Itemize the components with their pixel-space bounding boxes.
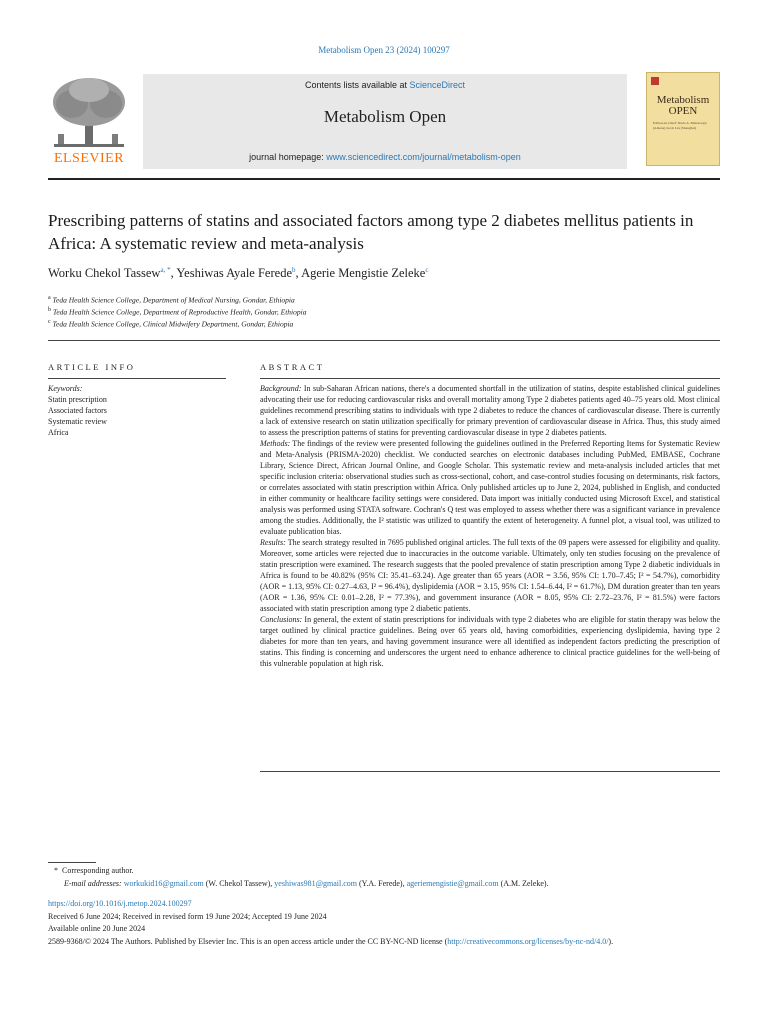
- affil-mark: a: [48, 295, 51, 301]
- background-label: Background:: [260, 384, 302, 393]
- email-addresses: [64, 879, 714, 888]
- results-text: The search strategy resulted in 7695 published original articles. The full texts of the 09 papers were assessed for eligibility and quality. Moreover, some articles were rejected due to inaccuracies in the outcome variable. Ultimately, only ten studies focusing on the prevalence of statin prescription were examined. The research suggests that the pooled prevalence of statin prescription among Type 2 diabetic individuals in Africa is found to be 40.82% (95% CI: 35.41–63.24). Age greater than 65 years (AOR = 3.56, 95% CI: 1.70–7.45; I² = 54.7%), comorbidity (AOR = 1.13, 95% CI: 0.27–4.63, I² = 96.4%), dyslipidemia (AOR = 3.15, 95% CI: 1.54–6.44, I² = 61.7%), DM duration greater than ten years (AOR = 1.36, 95% CI: 0.01–2.28, I² = 77.3%), and government insurance (AOR = 8.05, 95% CI: 2.72–23.76, I² = 81.5%) were factors associated with statin prescription among type 2 diabetic patients.: [260, 538, 720, 613]
- abstract-conclusions: [260, 614, 720, 669]
- affiliation: [48, 307, 720, 317]
- methods-label: Methods:: [260, 439, 291, 448]
- cover-title: [647, 95, 719, 117]
- homepage-prefix: journal homepage:: [249, 152, 327, 162]
- abstract-background: [260, 383, 720, 438]
- article-info-heading: ARTICLE INFO: [48, 362, 136, 372]
- author-affil-mark[interactable]: c: [425, 266, 429, 274]
- author-name[interactable]: Worku Chekol Tassew: [48, 266, 161, 281]
- available-online: Available online 20 June 2024: [48, 924, 146, 933]
- author-separator: ,: [170, 266, 177, 281]
- license-text: 2589-9368/© 2024 The Authors. Published by Elsevier Inc. This is an open access article under the CC BY-NC-ND license (: [48, 937, 448, 946]
- keyword-item: Africa: [48, 428, 69, 437]
- abstract-heading: ABSTRACT: [260, 362, 325, 372]
- author-separator: ,: [295, 266, 302, 281]
- background-text: In sub-Saharan African nations, there's a documented shortfall in the utilization of statins, despite established clinical guidelines advocating their use for reducing cardiovascular risks and overall mortality among Type 2 diabetes patients aged 40–75 years old. Most clinical guidelines recommend prescribing statins to individuals with type 2 diabetes to reduce the chances of cardiovascular disease. There is currently a lack of extensive research on statin utilization specifically for primary prevention of cardiovascular disease in Africa. Thus, this study aimed to assess the prescription patterns of statins for preventing cardiovascular disease in type 2 diabetes patients.: [260, 384, 720, 437]
- license-end: ).: [608, 937, 614, 946]
- abstract-results: [260, 537, 720, 614]
- author-name[interactable]: Agerie Mengistie Zeleke: [301, 266, 426, 281]
- abstract-rule: [260, 378, 720, 379]
- article-info-rule: [48, 378, 226, 379]
- elsevier-wordmark: ELSEVIER: [53, 151, 125, 166]
- email-link[interactable]: ageriemengistie@gmail.com: [406, 879, 499, 888]
- doi-link[interactable]: https://doi.org/10.1016/j.metop.2024.100297: [48, 899, 192, 908]
- email-label: E-mail addresses:: [64, 879, 122, 888]
- methods-text: The findings of the review were presented following the guidelines outlined in the Preferred Reporting Items for Systematic Review and Meta-Analysis (PRISMA-2020) checklist. We conducted searches on electronic databases including PubMed, EMBASE, Cochrane Library, Science Direct, African Journal Online, and Google Scholar. This systematic review and meta-analysis included articles that met specific inclusion criteria: observational studies such as cross-sectional, cohort, and case-control studies focusing on determinants, risk factors, or correlates associated with statin prescription within Africa. Only published articles up to June 2, 2024, published in English, and conducted in either community or healthcare facility settings were considered. Data import was initially conducted using Microsoft Excel, and statistical analysis was performed using STATA software. Cochran's Q test was employed to assess whether there was a significant variance in prevalence among the studies. Additionally, the I² statistic was utilized to quantify the extent of heterogeneity. A funnel plot, a visual tool, was utilized to evaluate publication bias.: [260, 439, 720, 536]
- affil-text: Teda Health Science College, Department of Reproductive Health, Gondar, Ethiopia: [52, 307, 307, 317]
- keywords-label: Keywords:: [48, 384, 83, 393]
- header-rule: [48, 178, 720, 180]
- license-statement: [48, 936, 720, 947]
- journal-cover[interactable]: [646, 72, 720, 166]
- affil-mark: c: [48, 319, 51, 325]
- contents-line: [143, 80, 627, 90]
- footnote-rule: [48, 862, 96, 863]
- author-affil-mark[interactable]: a, *: [160, 266, 171, 274]
- affiliation: [48, 319, 720, 329]
- cover-title-line2: OPEN: [668, 105, 698, 117]
- affil-text: Teda Health Science College, Department of Medical Nursing, Gondar, Ethiopia: [52, 295, 295, 305]
- email-link[interactable]: workukid16@gmail.com: [123, 879, 204, 888]
- abstract-bottom-rule: [260, 771, 720, 772]
- cover-editors: Editors-in-Chief: Nuris A. Makaroagu (Athens) Jacob Liu (Shanghai): [653, 121, 707, 130]
- email-owner: (A.M. Zeleke).: [498, 879, 549, 888]
- journal-reference[interactable]: Metabolism Open 23 (2024) 100297: [318, 45, 450, 55]
- keyword-item: Statin prescription: [48, 395, 107, 404]
- keyword-item: Systematic review: [48, 417, 107, 426]
- homepage-link[interactable]: www.sciencedirect.com/journal/metabolism-open: [326, 152, 521, 162]
- conclusions-label: Conclusions:: [260, 615, 303, 624]
- contents-prefix: Contents lists available at: [304, 80, 410, 90]
- conclusions-text: In general, the extent of statin prescriptions for individuals with type 2 diabetes who are eligible for statin therapy was below the target outlined by clinical practice guidelines. Being over 65 years old, having comorbidities, experiencing dyslipidemia, having type 2 diabetes for more than ten years, and having government insurance were all identified as independent factors predicting the prescription of statins. This finding is concerning and underscores the urgent need to enhance adherence to clinical practice guidelines for the well-being of this vulnerable population at high risk.: [260, 615, 720, 668]
- results-label: Results:: [260, 538, 286, 547]
- section-rule: [48, 340, 720, 341]
- abstract-body: [260, 383, 720, 669]
- journal-name: Metabolism Open: [323, 107, 447, 126]
- affil-text: Teda Health Science College, Clinical Midwifery Department, Gondar, Ethiopia: [52, 319, 294, 329]
- email-owner: (Y.A. Ferede),: [356, 879, 407, 888]
- article-title: Prescribing patterns of statins and associated factors among type 2 diabetes mellitus patients in Africa: A systematic review and meta-analysis: [48, 211, 694, 253]
- affiliation: [48, 295, 720, 305]
- asterisk-icon: *: [54, 866, 58, 875]
- affil-mark: b: [48, 307, 51, 313]
- abstract-methods: [260, 438, 720, 537]
- author-affil-mark[interactable]: b: [292, 266, 296, 274]
- cover-title-line1: Metabolism: [656, 94, 710, 106]
- email-owner: (W. Chekol Tassew),: [203, 879, 275, 888]
- corresponding-author-note: [54, 866, 134, 875]
- email-link[interactable]: yeshiwas981@gmail.com: [274, 879, 357, 888]
- tree-icon: [48, 74, 130, 152]
- received-dates: Received 6 June 2024; Received in revised form 19 June 2024; Accepted 19 June 2024: [48, 912, 327, 921]
- keyword-item: Associated factors: [48, 406, 107, 415]
- homepage-line: [143, 152, 627, 162]
- author-name[interactable]: Yeshiwas Ayale Ferede: [176, 266, 292, 281]
- sciencedirect-link[interactable]: ScienceDirect: [409, 80, 466, 90]
- author-list: [48, 266, 720, 281]
- cover-logo-icon: [651, 77, 659, 85]
- license-link[interactable]: http://creativecommons.org/licenses/by-nc-nd/4.0/: [447, 937, 609, 946]
- corresponding-text: Corresponding author.: [62, 866, 134, 875]
